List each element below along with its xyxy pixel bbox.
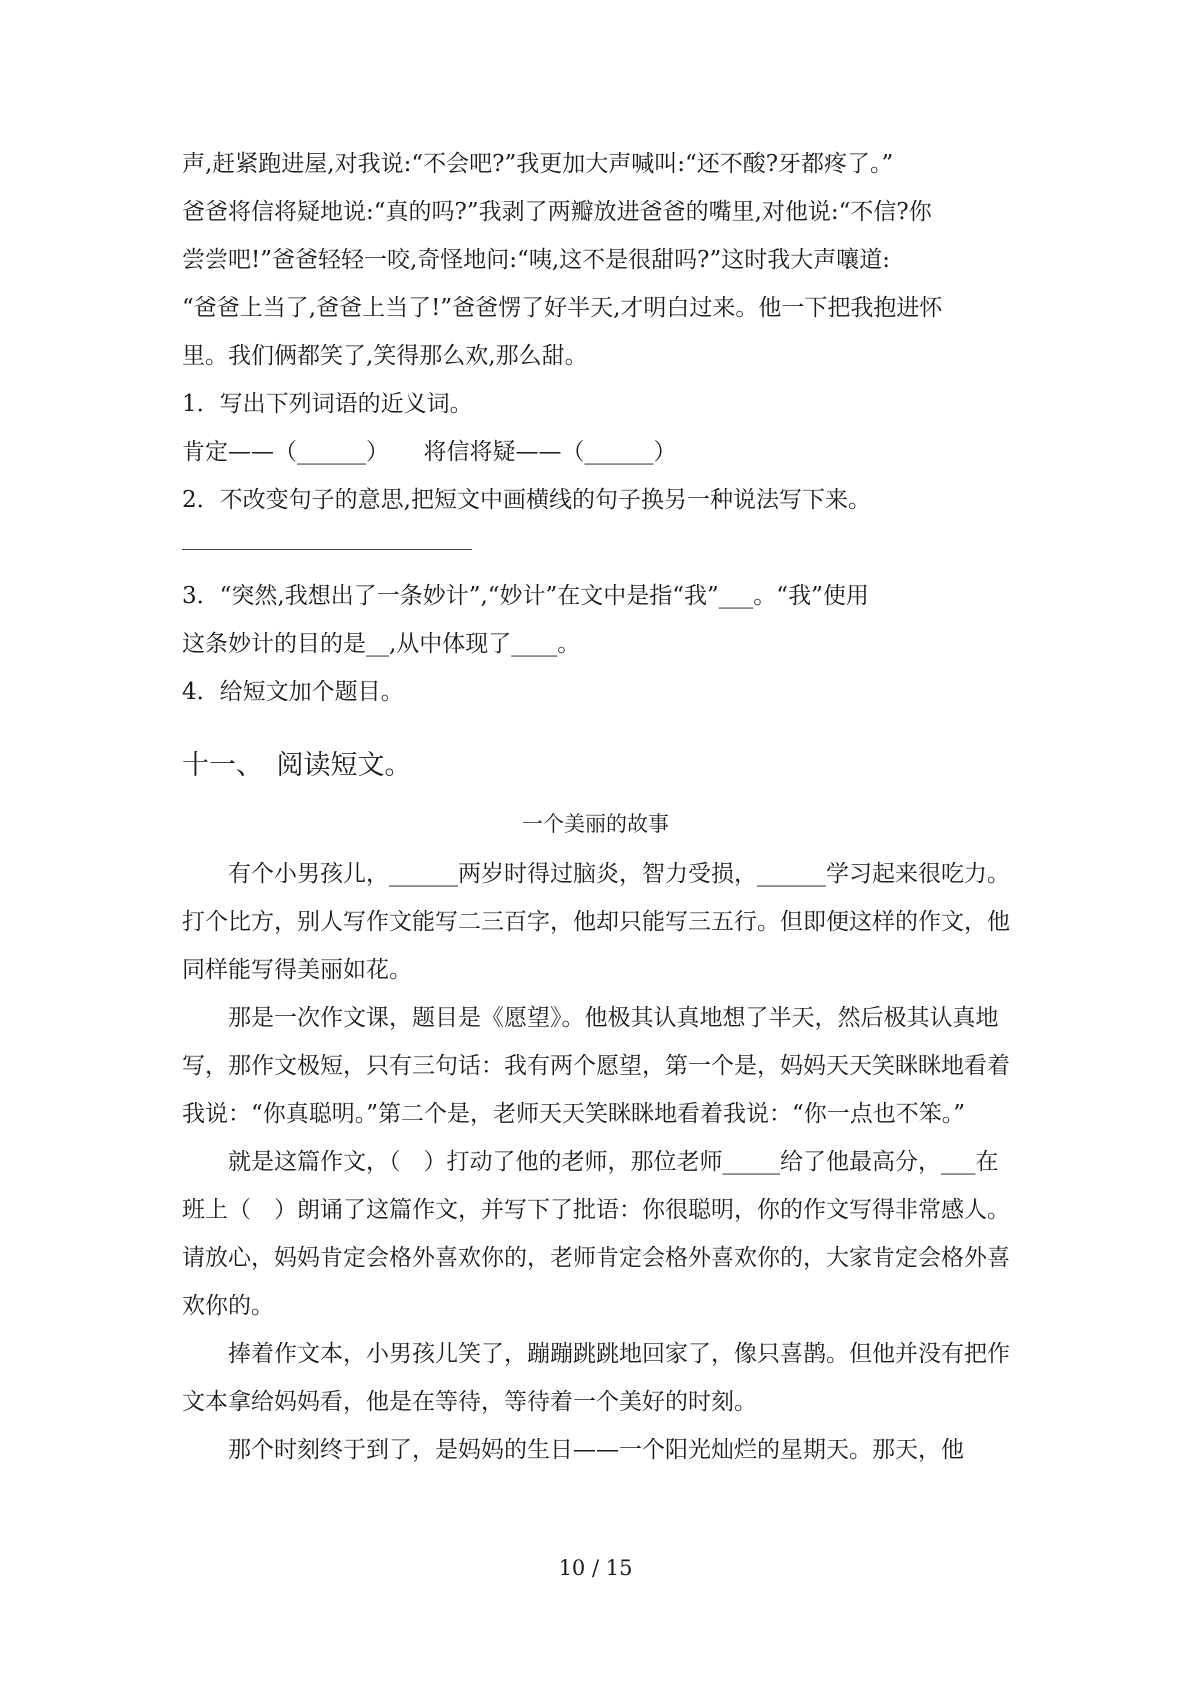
story-paragraph: 就是这篇作文，（ ）打动了他的老师，那位老师_____给了他最高分，___在班上（ ）朗诵了这篇作文，并写下了批语：你很聪明，你的作文写得非常感人。请放心，妈妈肯定会格外喜欢你的，老师肯定会格外喜欢你的，大家肯定会格外喜欢你的。 bbox=[182, 1149, 1010, 1319]
question-1: 1．写出下列词语的近义词。 bbox=[182, 391, 473, 417]
section-heading: 十一、 阅读短文。 bbox=[182, 750, 412, 781]
story-paragraph: 有个小男孩儿，______两岁时得过脑炎，智力受损，______学习起来很吃力。打个比方，别人写作文能写二三百字，他却只能写三五行。但即便这样的作文，他同样能写得美丽如花。 bbox=[182, 861, 1010, 983]
passage-line: 里。我们俩都笑了,笑得那么欢,那么甜。 bbox=[182, 343, 588, 369]
passage-line: 尝尝吧!”爸爸轻轻一咬,奇怪地问:“咦,这不是很甜吗?”这时我大声嚷道: bbox=[182, 247, 890, 273]
answer-line-wrap bbox=[182, 524, 1012, 572]
page-number: 10 / 15 bbox=[558, 1556, 633, 1580]
question-1-blanks: 肯定——（______） 将信将疑——（______） bbox=[182, 439, 677, 465]
passage-line: 声,赶紧跑进屋,对我说:“不会吧?”我更加大声喊叫:“还不酸?牙都疼了。” bbox=[182, 151, 894, 177]
question-3-line-1: 3．“突然,我想出了一条妙计”,“妙计”在文中是指“我”___。“我”使用 bbox=[182, 583, 869, 609]
story-body bbox=[182, 850, 1012, 1474]
story-paragraph: 那个时刻终于到了，是妈妈的生日——一个阳光灿烂的星期天。那天，他 bbox=[228, 1437, 964, 1463]
question-3-line-2: 这条妙计的目的是__,从中体现了____。 bbox=[182, 631, 581, 657]
story-title: 一个美丽的故事 bbox=[522, 812, 669, 836]
passage-line: 爸爸将信将疑地说:“真的吗?”我剥了两瓣放进爸爸的嘴里,对他说:“不信?你 bbox=[182, 199, 932, 225]
passage-continuation bbox=[182, 140, 1012, 716]
question-4: 4．给短文加个题目。 bbox=[182, 679, 404, 705]
story-paragraph: 捧着作文本，小男孩儿笑了，蹦蹦跳跳地回家了，像只喜鹊。但他并没有把作文本拿给妈妈看，他是在等待，等待着一个美好的时刻。 bbox=[182, 1341, 1010, 1415]
story-paragraph: 那是一次作文课，题目是《愿望》。他极其认真地想了半天，然后极其认真地写，那作文极短，只有三句话：我有两个愿望，第一个是，妈妈天天笑眯眯地看着我说：“你真聪明。”第二个是，老师天天笑眯眯地看着我说：“你一点也不笨。” bbox=[182, 1005, 1010, 1127]
question-2: 2．不改变句子的意思,把短文中画横线的句子换另一种说法写下来。 bbox=[182, 487, 871, 513]
passage-line: “爸爸上当了,爸爸上当了!”爸爸愣了好半天,才明白过来。他一下把我抱进怀 bbox=[182, 295, 943, 321]
answer-line bbox=[182, 548, 472, 550]
